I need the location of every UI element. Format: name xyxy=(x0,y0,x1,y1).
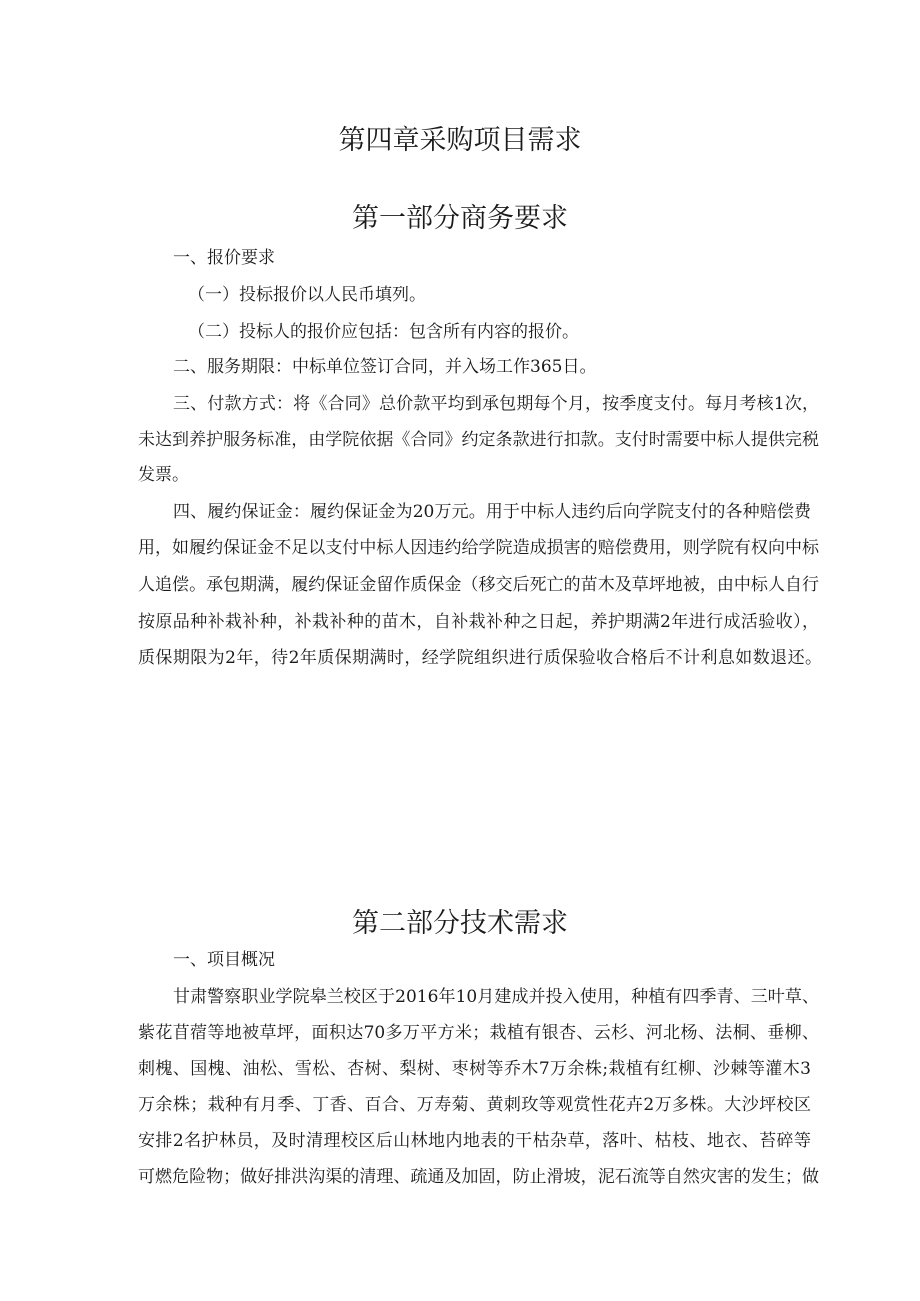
bond-line-5: 质保期限为2年，待2年质保期满时，经学院组织进行质保验收合格后不计利息如数退还。 xyxy=(138,648,822,668)
bond-line-2: 用，如履约保证金不足以支付中标人因违约给学院造成损害的赔偿费用，则学院有权向中标 xyxy=(138,538,819,558)
overview-line-4: 万余株；栽种有月季、丁香、百合、万寿菊、黄刺玫等观赏性花卉2万多株。大沙坪校区 xyxy=(138,1095,811,1115)
part1-title: 第一部分商务要求 xyxy=(352,203,568,234)
overview-line-2: 紫花苜蓿等地被草坪，面积达70多万平方米；栽植有银杏、云杉、河北杨、法桐、垂柳、 xyxy=(138,1023,819,1043)
part2-title: 第二部分技术需求 xyxy=(352,908,568,939)
quote-heading: 一、报价要求 xyxy=(173,248,275,268)
bond-line-3: 人追偿。承包期满，履约保证金留作质保金（移交后死亡的苗木及草坪地被，由中标人自行 xyxy=(138,575,819,595)
overview-heading: 一、项目概况 xyxy=(173,950,275,970)
overview-line-1: 甘肃警察职业学院皋兰校区于2016年10月建成并投入使用，种植有四季青、三叶草、 xyxy=(173,987,819,1007)
quote-item-1: （一）投标报价以人民币填列。 xyxy=(188,285,426,305)
quote-item-2: （二）投标人的报价应包括：包含所有内容的报价。 xyxy=(188,322,579,342)
overview-line-3: 刺槐、国槐、油松、雪松、杏树、梨树、枣树等乔木7万余株;栽植有红柳、沙棘等灌木3 xyxy=(138,1059,811,1079)
payment-line-2: 未达到养护服务标准，由学院依据《合同》约定条款进行扣款。支付时需要中标人提供完税 xyxy=(138,430,819,450)
overview-line-5: 安排2名护林员，及时清理校区后山林地内地表的干枯杂草，落叶、枯枝、地衣、苔碎等 xyxy=(138,1131,811,1151)
payment-line-3: 发票。 xyxy=(138,465,189,485)
overview-line-6: 可燃危险物；做好排洪沟渠的清理、疏通及加固，防止滑坡，泥石流等自然灾害的发生；做 xyxy=(138,1167,819,1187)
service-period: 二、服务期限：中标单位签订合同，并入场工作365日。 xyxy=(173,357,597,377)
bond-line-4: 按原品种补栽补种，补栽补种的苗木，自补栽补种之日起，养护期满2年进行成活验收）， xyxy=(138,612,819,632)
bond-line-1: 四、履约保证金：履约保证金为20万元。用于中标人违约后向学院支付的各种赔偿费 xyxy=(173,502,811,522)
chapter-title: 第四章采购项目需求 xyxy=(338,125,582,156)
payment-line-1: 三、付款方式：将《合同》总价款平均到承包期每个月，按季度支付。每月考核1次， xyxy=(173,394,819,414)
